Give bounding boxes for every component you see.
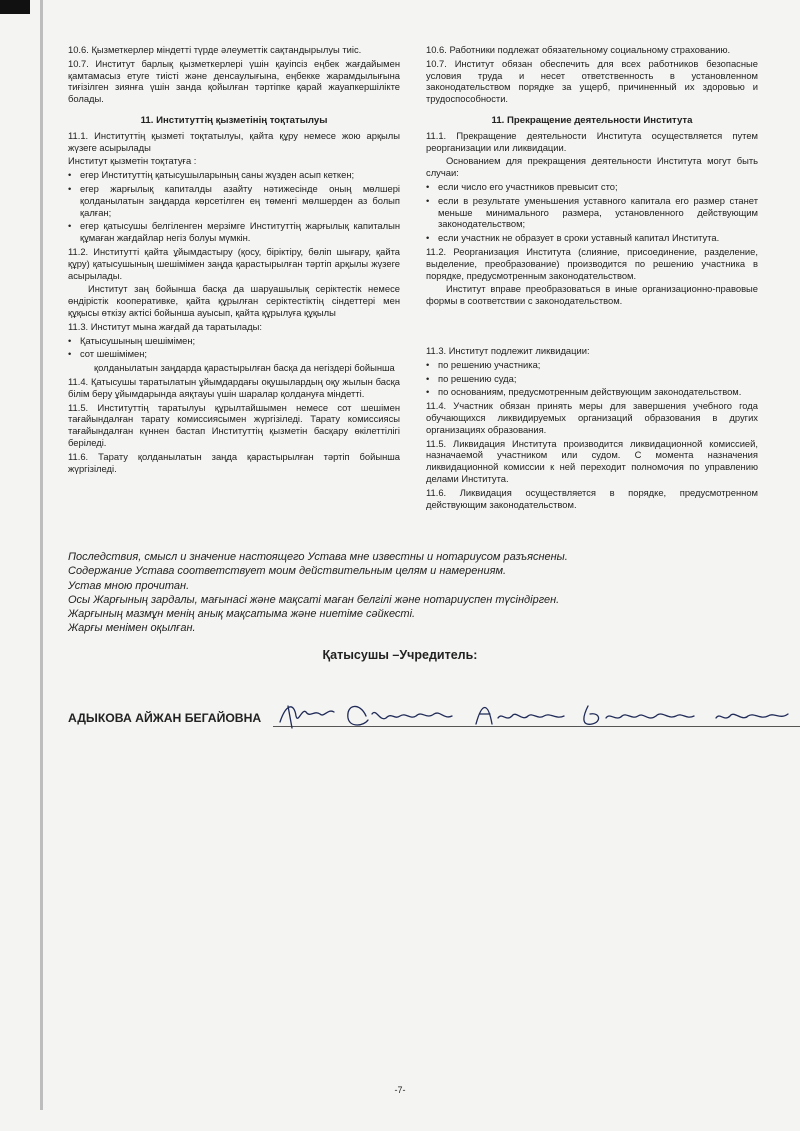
statement-line: Жарғы менімен оқылған. bbox=[68, 622, 196, 635]
ru-clause-11-3: 11.3. Институт подлежит ликвидации: bbox=[426, 344, 590, 356]
handwritten-signature bbox=[276, 698, 796, 734]
kz-clause-11-5: 11.5. Институттің таратылуы құрылтайшымен немесе сот шешімен тағайындалған тарату комиссиясымен жүргізіледі. Тарату комиссиясы тағайындалған күннен бастап Институттің қызметін басқару өкілеттілігі беріледі. bbox=[68, 401, 400, 448]
kz-clause-11-1: 11.1. Институттің қызметі тоқтатылуы, қайта құру немесе жою арқылы жүзеге асырылады bbox=[68, 129, 400, 153]
ru-section-heading: 11. Прекращение деятельности Института bbox=[491, 114, 693, 126]
statement-line: Осы Жарғының зардалы, мағынасі және мақсаті маған белгілі және нотариуспен түсіндірген. bbox=[68, 593, 560, 606]
ru-clause-10-7: 10.7. Институт обязан обеспечить для всех работников безопасные условия труда и несет ответственность в установленном законодательством порядке за ущерб, причиненный их здоровью и трудоспособности. bbox=[426, 57, 758, 105]
ru-liquidation-1: • по решению участника; bbox=[426, 359, 758, 371]
kz-section-heading: 11. Институттің қызметінің тоқтатылуы bbox=[140, 114, 328, 126]
statement-line: Последствия, смысл и значение настоящего Устава мне известны и нотариусом разъяснены. bbox=[68, 551, 568, 563]
ru-clause-11-6: 11.6. Ликвидация осуществляется в порядке, предусмотренном действующим законодательством. bbox=[426, 486, 758, 510]
ru-clause-11-2: 11.2. Реорганизация Института (слияние, присоединение, разделение, выделение, преобразование) производится по решению участника в порядке, предусмотренным законодательством. bbox=[426, 245, 758, 281]
kz-liquidation-2: • сот шешімімен; bbox=[68, 348, 400, 360]
kz-clause-11-1-intro: Институт қызметін тоқтатуға : bbox=[68, 155, 197, 167]
kz-clause-11-2: 11.2. Институтті қайта ұйымдастыру (қосу, біріктіру, бөліп шығару, қайта құру) қатысушының шешімімен заңда қарастырылған тәртіп арқылы жүзеге асырылады. bbox=[68, 245, 400, 281]
russian-column bbox=[426, 44, 758, 512]
ru-clause-11-1-intro: Основанием для прекращения деятельности Института могут быть случаи: bbox=[426, 155, 758, 179]
kz-clause-10-6: 10.6. Қызметкерлер міндетті түрде әлеуметтік сақтандырылуы тиіс. bbox=[68, 44, 362, 55]
kazakh-column bbox=[68, 44, 400, 512]
notarial-statements bbox=[68, 550, 758, 636]
kz-clause-11-3: 11.3. Институт мына жағдай да таратылады: bbox=[68, 320, 262, 332]
kz-ground-3: • егер қатысушы белгіленген мерзімге Институттің жарғылық капиталын құмаған жағдайлар негіз болуы мүмкін. bbox=[68, 220, 400, 244]
signature-block bbox=[68, 700, 758, 740]
signer-name: АДЫКОВА АЙЖАН БЕГАЙОВНА bbox=[68, 711, 262, 725]
participant-founder-label: Қатысушы –Учредитель: bbox=[322, 648, 478, 662]
kz-ground-1: • егер Институттің қатысушыларының саны жүзден асып кеткен; bbox=[68, 169, 400, 181]
kz-liquidation-3: қолданылатын заңдарда қарастырылған басқа да негіздері бойынша bbox=[94, 362, 395, 374]
kz-clause-10-7: 10.7. Институт барлық қызметкерлері үшін қауіпсіз еңбек жағдайымен қамтамасыз етуге тиісті және денсаулығына, еңбекке жарамдылығына тиғізілген зиянға үшін занда қойылған тәртіпке қарай жауапкершілікте болады. bbox=[68, 57, 400, 105]
kz-ground-2: • егер жарғылық капиталды азайту нәтижесінде оның мөлшері қолданылатын заңдарда көрсетілген ең төменгі мөлшерден аз болып қалған; bbox=[68, 183, 400, 218]
statement-line: Содержание Устава соответствует моим действительным целям и намерениям. bbox=[68, 565, 507, 578]
kz-clause-11-6: 11.6. Тарату қолданылатын заңда қарастырылған тәртіп бойынша жүргізіледі. bbox=[68, 450, 400, 474]
ru-ground-3: • если участник не образует в сроки уставный капитал Института. bbox=[426, 232, 758, 244]
page-number: -7- bbox=[394, 1085, 406, 1095]
ru-clause-10-6: 10.6. Работники подлежат обязательному социальному страхованию. bbox=[426, 44, 731, 55]
ru-clause-11-1: 11.1. Прекращение деятельности Института осуществляется путем реорганизации или ликвидации. bbox=[426, 129, 758, 153]
kz-clause-11-2-transform: Институт заң бойынша басқа да шаруашылық серіктестік немесе өндірістік кооперативке, қайта құрылған серіктестіктің сіндеттері мен құқысы өткізу актісі бойынша ауысып, қайта құрылуға құқылы bbox=[68, 283, 400, 318]
ru-spacer bbox=[426, 309, 758, 345]
kz-clause-11-4: 11.4. Қатысушы таратылатын ұйымдардағы оқушылардың оқу жылын басқа білім беру ұйымдарында аяқтауы үшін шаралар қолдануға міндетті. bbox=[68, 375, 400, 399]
charter-columns bbox=[68, 44, 758, 512]
ru-ground-1: • если число его участников превысит сто; bbox=[426, 181, 758, 193]
ru-clause-11-4: 11.4. Участник обязан принять меры для завершения учебного года обучающихся ликвидируемых организаций образования в других организациях образования. bbox=[426, 400, 758, 435]
ru-ground-2: • если в результате уменьшения уставного капитала его размер станет меньше минимального размера, установленного действующим законодательством; bbox=[426, 195, 758, 230]
statement-line: Жарғының мазмұн менің анық мақсатыма және ниетіме сәйкесті. bbox=[68, 608, 416, 621]
scan-corner-mark bbox=[0, 0, 30, 14]
kz-liquidation-1: • Қатысушының шешімімен; bbox=[68, 335, 400, 347]
ru-clause-11-2-transform: Институт вправе преобразоваться в иные организационно-правовые формы в соответствии с законодательством. bbox=[426, 283, 758, 307]
ru-liquidation-3: • по основаниям, предусмотренным действующим законодательством. bbox=[426, 386, 758, 398]
ru-liquidation-2: • по решению суда; bbox=[426, 373, 758, 385]
ru-clause-11-5: 11.5. Ликвидация Института производится ликвидационной комиссией, назначаемой участником или судом. С момента назначения ликвидационной комиссии к ней переходит полномочия по управлению делами Института. bbox=[426, 437, 758, 484]
statement-line: Устав мною прочитан. bbox=[68, 579, 190, 592]
scan-edge-line bbox=[40, 0, 43, 1110]
